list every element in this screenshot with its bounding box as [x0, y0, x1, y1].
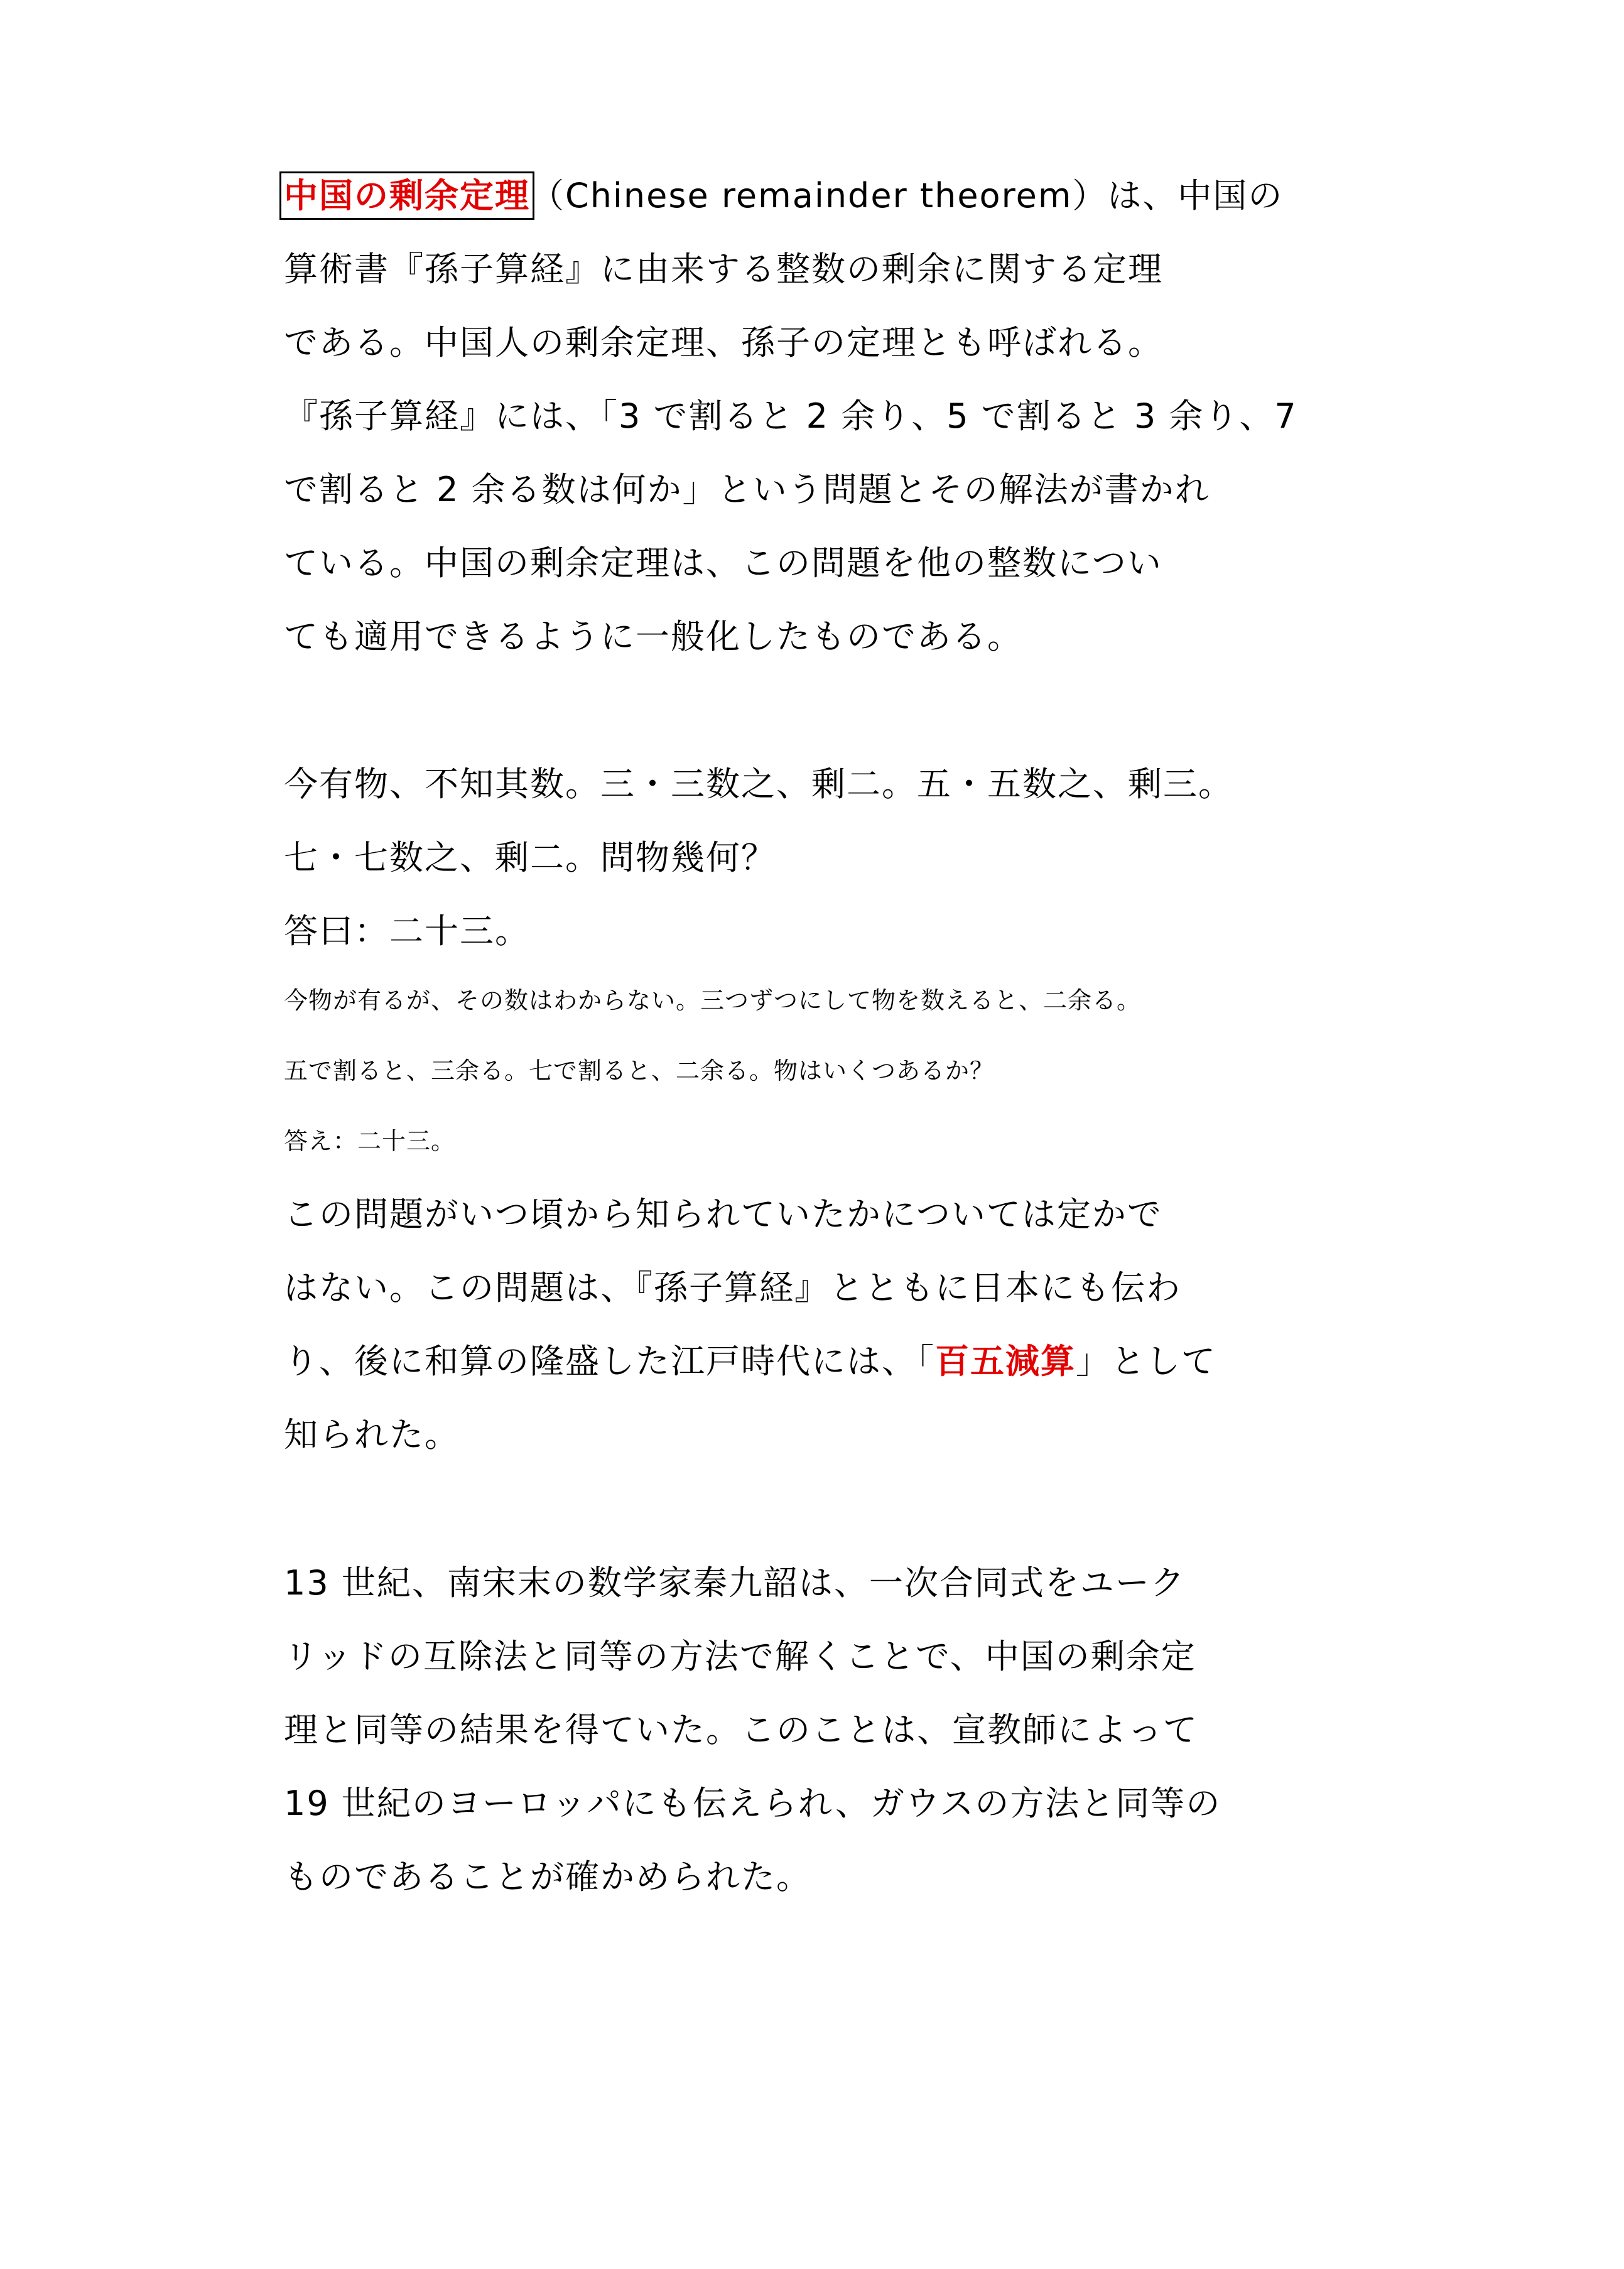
- history-line-1: この問題がいつ頃から知られていたかについては定かで: [284, 1194, 1162, 1234]
- translation-answer: 答え：二十三。: [284, 1127, 456, 1155]
- intro-line-6: ている。中国の剰余定理は、この問題を他の整数につい: [284, 543, 1162, 583]
- intro-line-7: ても適用できるように一般化したものである。: [284, 617, 1022, 656]
- kanbun-line-1: 今有物、不知其数。三・三数之、剰二。五・五数之、剰三。: [284, 764, 1233, 804]
- highlighted-term-hyakugo-genzan: 百五減算: [935, 1341, 1076, 1381]
- intro-line-3: である。中国人の剰余定理、孫子の定理とも呼ばれる。: [284, 323, 1163, 362]
- intro-line-1: [284, 176, 1284, 215]
- history-line-3: [284, 1341, 1216, 1381]
- qin-line-4: 19 世紀のヨーロッパにも伝えられ、ガウスの方法と同等の: [284, 1784, 1221, 1823]
- history-line-2: はない。この問題は、『孫子算経』とともに日本にも伝わ: [284, 1268, 1181, 1308]
- qin-line-3: 理と同等の結果を得ていた。このことは、宣教師によって: [284, 1710, 1198, 1750]
- translation-line-1: 今物が有るが、その数はわからない。三つずつにして物を数えると、二余る。: [284, 987, 1142, 1014]
- history-line-3-pre: り、後に和算の隆盛した江戸時代には、「: [284, 1341, 935, 1381]
- qin-line-2: リッドの互除法と同等の方法で解くことで、中国の剰余定: [284, 1637, 1196, 1676]
- intro-line-2: 算術書『孫子算経』に由来する整数の剰余に関する定理: [284, 249, 1163, 289]
- highlighted-term-chinese-remainder-theorem: 中国の剰余定理: [284, 176, 530, 215]
- translation-line-2: 五で割ると、三余る。七で割ると、二余る。物はいくつあるか？: [284, 1057, 995, 1085]
- intro-line-5: で割ると 2 余る数は何か」という問題とその解法が書かれ: [284, 470, 1210, 509]
- qin-line-5: ものであることが確かめられた。: [284, 1857, 811, 1897]
- history-line-4: 知られた。: [284, 1415, 460, 1454]
- intro-line-1-text: （Chinese remainder theorem）は、中国の: [530, 176, 1284, 215]
- history-line-3-post: 」として: [1076, 1341, 1216, 1381]
- qin-line-1: 13 世紀、南宋末の数学家秦九韶は、一次合同式をユーク: [284, 1563, 1186, 1603]
- kanbun-line-2: 七・七数之、剰二。問物幾何？: [284, 838, 776, 877]
- intro-line-4: 『孫子算経』には、「3 で割ると 2 余り、5 で割ると 3 余り、7: [284, 396, 1297, 436]
- kanbun-answer: 答曰：二十三。: [284, 911, 530, 951]
